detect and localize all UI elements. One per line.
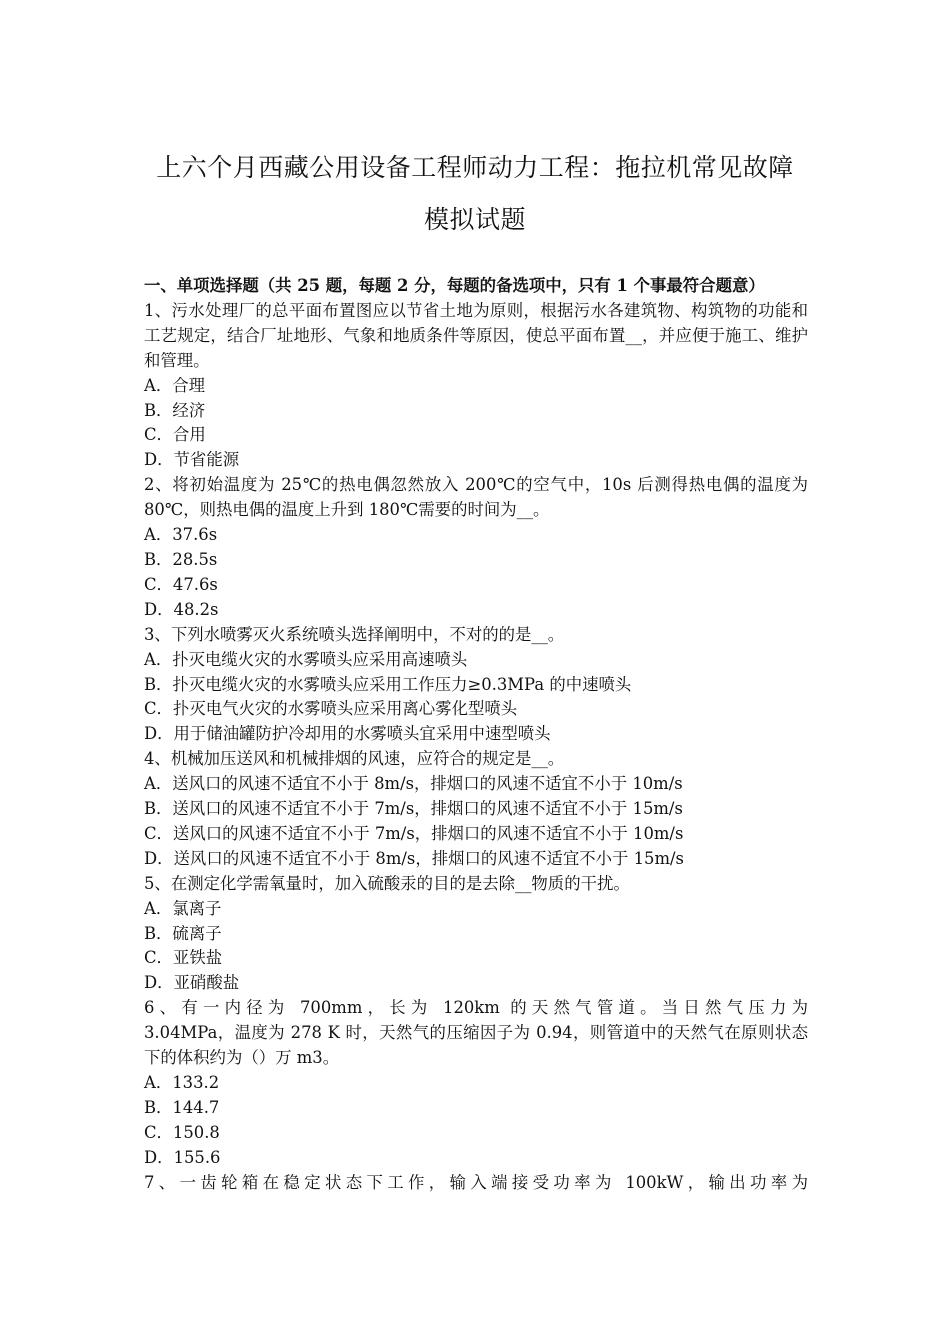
question-5-option-d: D．亚硝酸盐 — [144, 973, 240, 993]
question-2-option-a: A．37.6s — [144, 525, 218, 545]
question-6-option-d: D．155.6 — [144, 1147, 221, 1167]
question-4-option-d: D．送风口的风速不适宜不小于 8m/s，排烟口的风速不适宜不小于 15m/s — [144, 848, 684, 868]
section-heading: 一、单项选择题（共 25 题，每题 2 分，每题的备选项中，只有 1 个事最符合题意） — [144, 276, 765, 295]
question-4-option-b: B．送风口的风速不适宜不小于 7m/s，排烟口的风速不适宜不小于 15m/s — [144, 799, 683, 819]
document-body — [144, 274, 808, 1196]
question-6-option-b: B．144.7 — [144, 1097, 220, 1117]
question-5-stem: 5、在测定化学需氧量时，加入硫酸汞的目的是去除__物质的干扰。 — [144, 873, 630, 893]
question-2-option-c: C．47.6s — [144, 574, 218, 594]
question-3-stem: 3、下列水喷雾灭火系统喷头选择阐明中，不对的的是__。 — [144, 624, 565, 644]
question-1-option-a: A．合理 — [144, 375, 206, 395]
question-3-option-d: D．用于储油罐防护冷却用的水雾喷头宜采用中速型喷头 — [144, 724, 551, 744]
question-1-option-c: C．合用 — [144, 425, 206, 445]
question-6-stem-line-1: 6、有一内径为 700mm，长为 120km 的天然气管道。当日然气压力为 — [144, 998, 808, 1018]
document-title-line-2: 模拟试题 — [423, 205, 526, 234]
question-2-option-d: D．48.2s — [144, 599, 219, 619]
question-1-option-b: B．经济 — [144, 400, 206, 420]
question-6-option-a: A．133.2 — [144, 1073, 220, 1092]
question-4-option-a: A．送风口的风速不适宜不小于 8m/s，排烟口的风速不适宜不小于 10m/s — [144, 774, 683, 794]
question-5-option-b: B．硫离子 — [144, 923, 222, 943]
question-3-option-b: B．扑灭电缆火灾的水雾喷头应采用工作压力≥0.3MPa 的中速喷头 — [144, 674, 632, 694]
question-3-option-c: C．扑灭电气火灾的水雾喷头应采用离心雾化型喷头 — [144, 699, 518, 719]
question-2-stem: 2、将初始温度为 25℃的热电偶忽然放入 200℃的空气中，10s 后测得热电偶的温度为 80℃，则热电偶的温度上升到 180℃需要的时间为__。 — [144, 475, 808, 520]
question-2-option-b: B．28.5s — [144, 549, 218, 569]
question-6-option-c: C．150.8 — [144, 1122, 220, 1142]
question-4-option-c: C．送风口的风速不适宜不小于 7m/s，排烟口的风速不适宜不小于 10m/s — [144, 823, 684, 843]
question-6-stem-rest: 3.04MPa，温度为 278 K 时，天然气的压缩因子为 0.94，则管道中的天然气在原则状态下的体积约为（）万 m3。 — [144, 1023, 808, 1068]
question-7-stem-line-1: 7、一齿轮箱在稳定状态下工作，输入端接受功率为 100kW，输出功率为 — [144, 1172, 808, 1192]
question-1-stem: 1、污水处理厂的总平面布置图应以节省土地为原则，根据污水各建筑物、构筑物的功能和工艺规定，结合厂址地形、气象和地质条件等原因，使总平面布置__，并应便于施工、维护和管理。 — [144, 300, 808, 370]
question-4-stem: 4、机械加压送风和机械排烟的风速，应符合的规定是__。 — [144, 749, 565, 769]
question-3-option-a: A．扑灭电缆火灾的水雾喷头应采用高速喷头 — [144, 649, 468, 669]
question-5-option-a: A．氯离子 — [144, 898, 222, 918]
question-5-option-c: C．亚铁盐 — [144, 948, 223, 968]
question-1-option-d: D．节省能源 — [144, 450, 240, 470]
document-title-line-1: 上六个月西藏公用设备工程师动力工程：拖拉机常见故障 — [156, 153, 794, 182]
